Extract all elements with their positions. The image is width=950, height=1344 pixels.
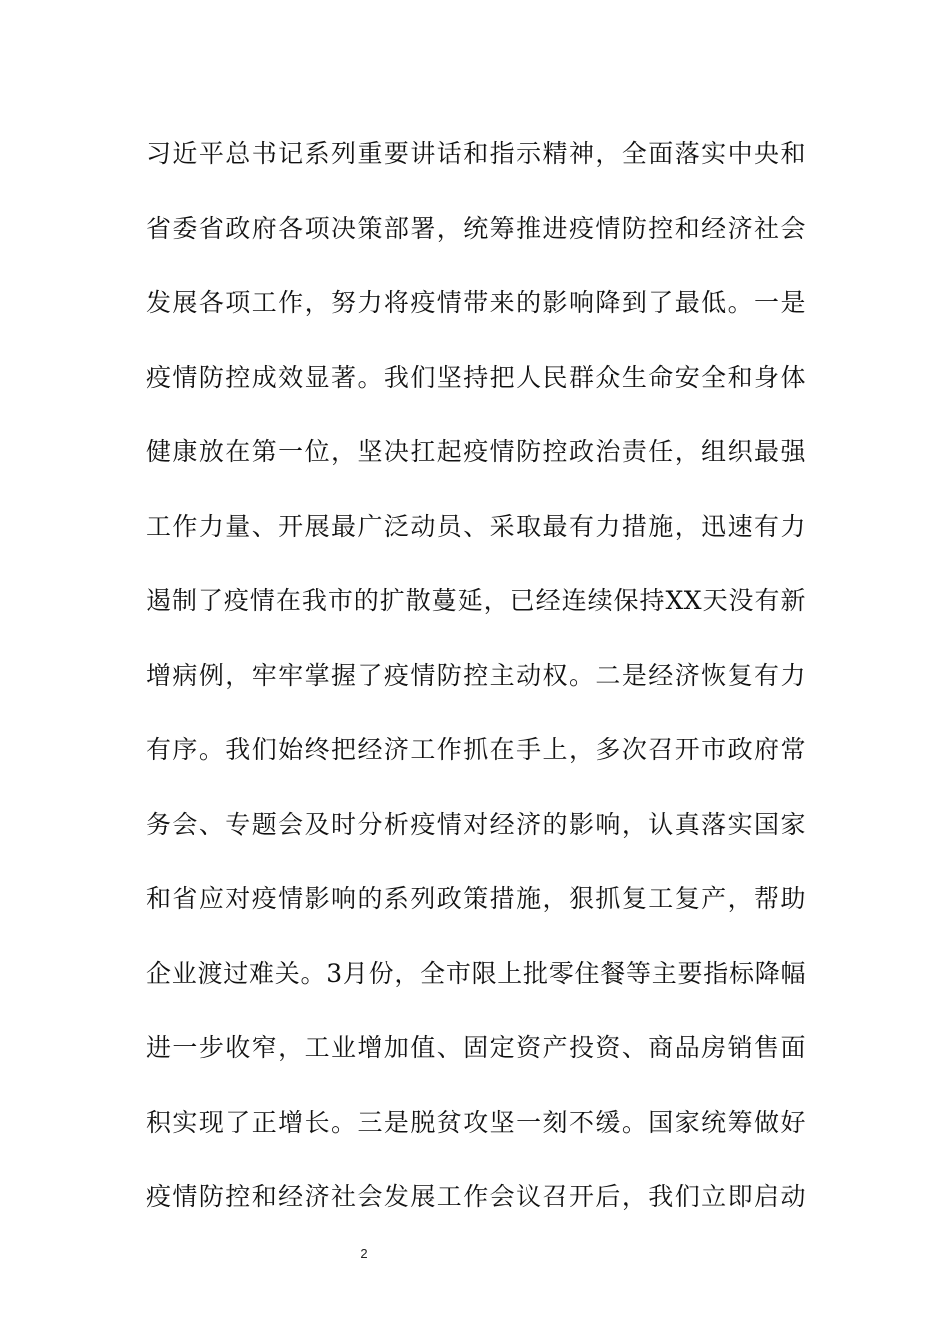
text-line: 发展各项工作，努力将疫情带来的影响降到了最低。一是 (146, 288, 806, 317)
text-line: 疫情防控成效显著。我们坚持把人民群众生命安全和身体 (146, 362, 806, 392)
text-line: 积实现了正增长。三是脱贫攻坚一刻不缓。国家统筹做好 (146, 1107, 806, 1137)
text-line: 企业渡过难关。3月份，全市限上批零住餐等主要指标降幅 (146, 958, 806, 988)
text-line: 和省应对疫情影响的系列政策措施，狠抓复工复产，帮助 (146, 884, 806, 913)
body-text (146, 127, 806, 1245)
text-line: 工作力量、开展最广泛动员、采取最有力措施，迅速有力 (146, 511, 806, 541)
text-line: 习近平总书记系列重要讲话和指示精神，全面落实中央和 (146, 139, 806, 168)
text-line: 遏制了疫情在我市的扩散蔓延，已经连续保持XX天没有新 (146, 586, 806, 615)
text-line: 有序。我们始终把经济工作抓在手上，多次召开市政府常 (146, 735, 806, 764)
text-line: 务会、专题会及时分析疫情对经济的影响，认真落实国家 (146, 809, 806, 839)
text-line: 健康放在第一位，坚决扛起疫情防控政治责任，组织最强 (146, 437, 806, 466)
text-line: 省委省政府各项决策部署，统筹推进疫情防控和经济社会 (146, 213, 806, 243)
text-line: 进一步收窄，工业增加值、固定资产投资、商品房销售面 (146, 1033, 806, 1062)
text-line: 疫情防控和经济社会发展工作会议召开后，我们立即启动 (146, 1182, 806, 1211)
text-line: 增病例，牢牢掌握了疫情防控主动权。二是经济恢复有力 (146, 660, 806, 690)
page-number: 2 (360, 1246, 368, 1261)
